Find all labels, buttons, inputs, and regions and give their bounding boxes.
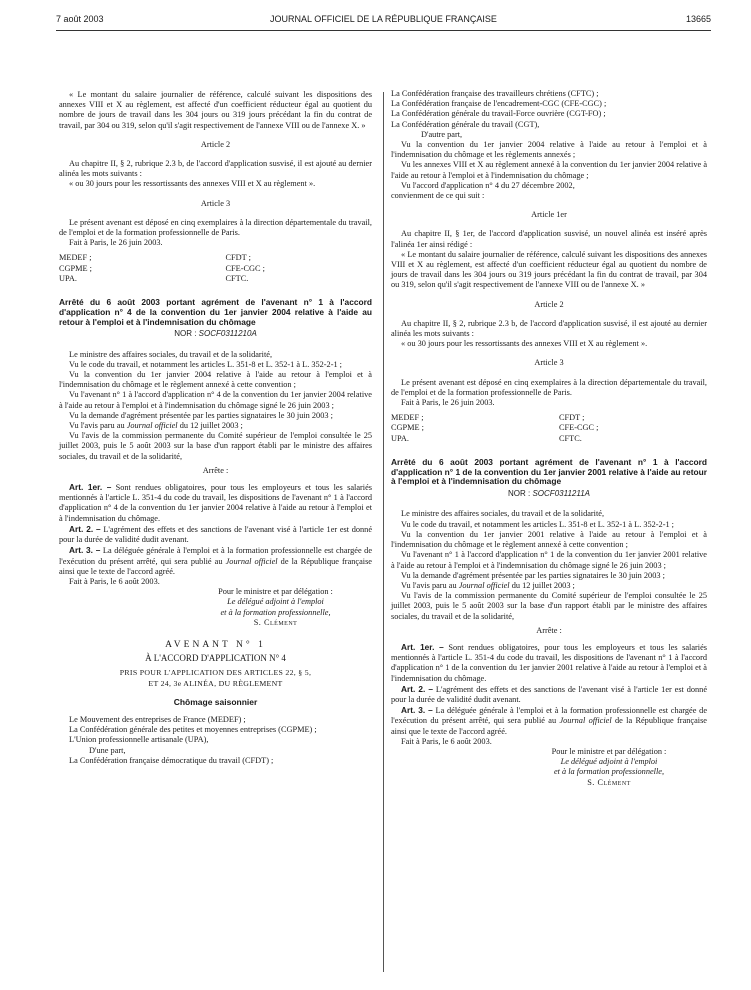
signatory: CFDT ;	[559, 413, 585, 423]
party: La Confédération française de l'encadrement-CGC (CFE-CGC) ;	[391, 99, 607, 109]
visa-journal-officiel: Vu l'avis paru au Journal officiel du 12 juillet 2003 ;	[69, 421, 243, 431]
autre-part: D'autre part,	[421, 129, 463, 139]
party: La Confédération générale des petites et moyennes entreprises (CGPME) ;	[69, 725, 317, 735]
article-3-title: Article 3	[200, 198, 231, 208]
signature-block: Pour le ministre et par délégation : Le délégué adjoint à l'emploi et à la formation professionnelle, S. Clément	[179, 587, 372, 628]
visa: Le ministre des affaires sociales, du travail et de la solidarité,	[401, 509, 605, 519]
party: La Confédération française des travailleurs chrétiens (CFTC) ;	[391, 89, 599, 98]
page-header	[56, 14, 711, 30]
fait-paris-2: Fait à Paris, le 6 août 2003.	[401, 736, 492, 746]
signatory: CFE-CGC ;	[225, 263, 265, 273]
avenant-pris-1: PRIS POUR L'APPLICATION DES ARTICLES 22, § 5,	[119, 668, 312, 678]
article-2-text: Au chapitre II, § 2, rubrique 2.3 b, de l'accord d'application susvisé, il est ajouté au dernier alinéa les mots suivants :	[391, 318, 707, 339]
arrete-title: Arrêté du 6 août 2003 portant agrément de l'avenant n° 1 à l'accord d'application n° 4 de la convention du 1er janvier 2004 relative à l'aide au retour à l'emploi et à l'indemnisation du chômage	[59, 297, 372, 327]
signature-block: Pour le ministre et par délégation : Le délégué adjoint à l'emploi et à la formation professionnelle, S. Clément	[511, 747, 707, 788]
party: La Confédération générale du travail (CGT),	[391, 119, 540, 129]
article-3-text: Le présent avenant est déposé en cinq exemplaires à la direction départementale du travail, de l'emploi et de la formation professionnelle de Paris.	[391, 377, 707, 397]
visa: Vu la demande d'agrément présentée par les parties signataires le 30 juin 2003 ;	[401, 570, 665, 580]
page-number: 13665	[685, 14, 711, 24]
article-2-title: Article 2	[534, 299, 564, 309]
avenant-subtitle: À L'ACCORD D'APPLICATION N° 4	[145, 653, 286, 664]
article-2: Art. 2. – L'agrément des effets et des sanctions de l'avenant visé à l'article 1er est donné pour la durée de validité dudit avenant.	[59, 523, 372, 545]
arrete-title: Arrêté du 6 août 2003 portant agrément de l'avenant n° 1 à l'accord d'application n° 1 de la convention du 1er janvier 2001 relative à l'aide au retour à l'emploi et à l'indemnisation du chômage	[391, 456, 707, 487]
visa: Le ministre des affaires sociales, du travail et de la solidarité,	[69, 349, 273, 359]
visa: Vu l'avenant n° 1 à l'accord d'application n° 4 de la convention du 1er janvier 2004 relative à l'aide au retour à l'emploi et à l'indemnisation du chômage signé le 26 juin 2003 ;	[59, 390, 372, 410]
signer-name: S. Clément	[253, 617, 298, 627]
signatory: CFE-CGC ;	[559, 423, 599, 433]
article-2-quote: « ou 30 jours pour les ressortissants des annexes VIII et X au règlement ».	[401, 339, 648, 349]
signer-name: S. Clément	[587, 777, 631, 787]
signatory: CFDT ;	[225, 253, 251, 263]
fait-paris-2: Fait à Paris, le 6 août 2003.	[69, 576, 160, 586]
article-2-text: Au chapitre II, § 2, rubrique 2.3 b, de l'accord d'application susvisé, il est ajouté au dernier alinéa les mots suivants :	[59, 159, 372, 179]
article-3: Art. 3. – La déléguée générale à l'emploi et à la formation professionnelle est chargée de l'exécution du présent arrêté, qui sera publié au Journal officiel de la République française ainsi que le texte de l'accord agréé.	[391, 705, 707, 736]
issue-date: 7 août 2003	[56, 14, 104, 24]
article-3-title: Article 3	[534, 358, 564, 368]
nor-code: SOCF0311211A	[532, 489, 590, 499]
signatory: CGPME ;	[391, 423, 424, 433]
column-divider	[383, 92, 384, 972]
party: D'une part,	[89, 745, 126, 755]
visa: Vu les annexes VIII et X au règlement annexé à la convention du 1er janvier 2004 relative à l'aide au retour à l'emploi et à l'indemnisation du chômage ;	[391, 160, 707, 180]
article-2-quote: « ou 30 jours pour les ressortissants des annexes VIII et X au règlement ».	[69, 179, 316, 189]
article-1-text: Au chapitre II, § 1er, de l'accord d'application susvisé, un nouvel alinéa est inséré après l'alinéa 1er ainsi rédigé :	[391, 229, 707, 249]
article-1-title: Article 1er	[531, 210, 567, 220]
article-2-title: Article 2	[200, 139, 231, 149]
article-3: Art. 3. – La déléguée générale à l'emploi et à la formation professionnelle est chargée de l'exécution du présent arrêté, qui sera publié au Journal officiel de la République française ainsi que le texte de l'accord agréé.	[59, 545, 373, 576]
avenant-pris-2: ET 24, 3e ALINÉA, DU RÈGLEMENT	[148, 678, 283, 688]
visa: Vu le code du travail, et notamment les articles L. 351-8 et L. 352-1 à L. 352-2-1 ;	[69, 359, 342, 369]
left-column	[59, 90, 372, 766]
nor-reference: NOR : SOCF0311210A	[174, 329, 257, 339]
party: La Confédération française démocratique du travail (CFDT) ;	[69, 755, 274, 765]
visa: Vu l'avenant n° 1 à l'accord d'application n° 1 de la convention du 1er janvier 2001 relative à l'aide au retour à l'emploi et à l'indemnisation du chômage signé le 26 juin 2003 ;	[391, 550, 707, 570]
visa-commission: Vu l'avis de la commission permanente du Comité supérieur de l'emploi consultée le 25 juillet 2003, puis le 5 août 2003 sur la base d'un rapport établi par le ministre des affaires sociales, du travail et de la solidarité,	[59, 431, 372, 461]
visa: Vu la convention du 1er janvier 2004 relative à l'aide au retour à l'emploi et à l'indemnisation du chômage et le règlement annexé à cette convention ;	[59, 370, 372, 390]
header-rule	[56, 30, 711, 31]
fait-paris: Fait à Paris, le 26 juin 2003.	[69, 238, 163, 248]
signatory: CFTC.	[559, 433, 582, 443]
signatory: UPA.	[59, 273, 77, 283]
party: L'Union professionnelle artisanale (UPA),	[69, 735, 209, 745]
visa-journal-officiel: Vu l'avis paru au Journal officiel du 12 juillet 2003 ;	[401, 580, 575, 590]
visa: Vu la convention du 1er janvier 2001 relative à l'aide au retour à l'emploi et à l'indemnisation du chômage et le règlement annexé à cette convention ;	[391, 529, 707, 550]
party: Le Mouvement des entreprises de France (MEDEF) ;	[69, 714, 246, 724]
journal-title: JOURNAL OFFICIEL DE LA RÉPUBLIQUE FRANÇAISE	[270, 14, 497, 24]
party: La Confédération générale du travail-Force ouvrière (CGT-FO) ;	[391, 109, 606, 119]
article-1: Art. 1er. – Sont rendues obligatoires, pour tous les employeurs et tous les salariés mentionnés à l'article L. 351-4 du code du travail, les dispositions de l'avenant n° 1 à l'accord d'application n° 1 de la convention du 1er janvier 2001 relative à l'aide au retour à l'emploi et à l'indemnisation du chômage.	[391, 641, 708, 683]
signatory: CFTC.	[225, 273, 249, 283]
nor-code: SOCF0311210A	[198, 329, 257, 339]
visa: Vu la convention du 1er janvier 2004 relative à l'aide au retour à l'emploi et à l'indemnisation du chômage et les règlements annexés ;	[391, 140, 707, 160]
visa: Vu la demande d'agrément présentée par les parties signataires le 30 juin 2003 ;	[69, 410, 333, 420]
intro-quote: « Le montant du salaire journalier de référence, calculé suivant les dispositions des annexes VIII et X au règlement, est affecté d'un coefficient réducteur égal au quotient du nombre de jours de travail dans les 304 jours ou 319 jours précédant la fin du contrat de travail, par 304 ou 319, selon qu'il s'agit respectivement de l'annexe VIII ou de l'annexe X. »	[59, 90, 372, 130]
nor-reference: NOR : SOCF0311211A	[508, 489, 590, 499]
avenant-title: AVENANT N° 1	[165, 639, 266, 650]
signatories	[391, 413, 707, 444]
signatories	[59, 253, 372, 284]
signatory: UPA.	[391, 433, 409, 443]
arrete-label: Arrête :	[536, 625, 562, 635]
article-2: Art. 2. – L'agrément des effets et des sanctions de l'avenant visé à l'article 1er est donné pour la durée de validité dudit avenant.	[391, 683, 707, 704]
convenu: convienment de ce qui suit :	[391, 191, 485, 201]
signatory: CGPME ;	[59, 263, 92, 273]
article-1: Art. 1er. – Sont rendues obligatoires, pour tous les employeurs et tous les salariés mentionnés à l'article L. 351-4 du code du travail, les dispositions de l'avenant n° 1 à l'accord d'application n° 4 de la convention du 1er janvier 2004 relative à l'aide au retour à l'emploi et à l'indemnisation du chômage.	[59, 482, 372, 523]
section-title: Chômage saisonnier	[173, 696, 258, 707]
visa: Vu l'accord d'application n° 4 du 27 décembre 2002,	[401, 180, 575, 190]
arrete-label: Arrête :	[202, 465, 229, 475]
article-1-quote: « Le montant du salaire journalier de référence, calculé suivant les dispositions des annexes VIII et X au règlement, est affecté d'un coefficient réducteur égal au quotient du nombre de jours de travail dans les 304 jours ou 319 jours précédant la fin du contrat de travail, par 304 ou 319, selon qu'il s'agit respectivement de l'annexe VIII ou de l'annexe X. »	[391, 249, 707, 290]
signatory: MEDEF ;	[59, 253, 92, 263]
visa: Vu le code du travail, et notamment les articles L. 351-8 et L. 352-1 à L. 352-2-1 ;	[401, 519, 674, 529]
fait-paris: Fait à Paris, le 26 juin 2003.	[401, 398, 495, 408]
article-3-text: Le présent avenant est déposé en cinq exemplaires à la direction départementale du travail, de l'emploi et de la formation professionnelle de Paris.	[59, 217, 372, 238]
visa-commission: Vu l'avis de la commission permanente du Comité supérieur de l'emploi consultée le 25 juillet 2003, puis le 5 août 2003 sur la base d'un rapport établi par le ministre des affaires sociales, du travail et de la solidarité,	[391, 591, 707, 621]
right-column	[391, 89, 707, 788]
signatory: MEDEF ;	[391, 413, 424, 423]
